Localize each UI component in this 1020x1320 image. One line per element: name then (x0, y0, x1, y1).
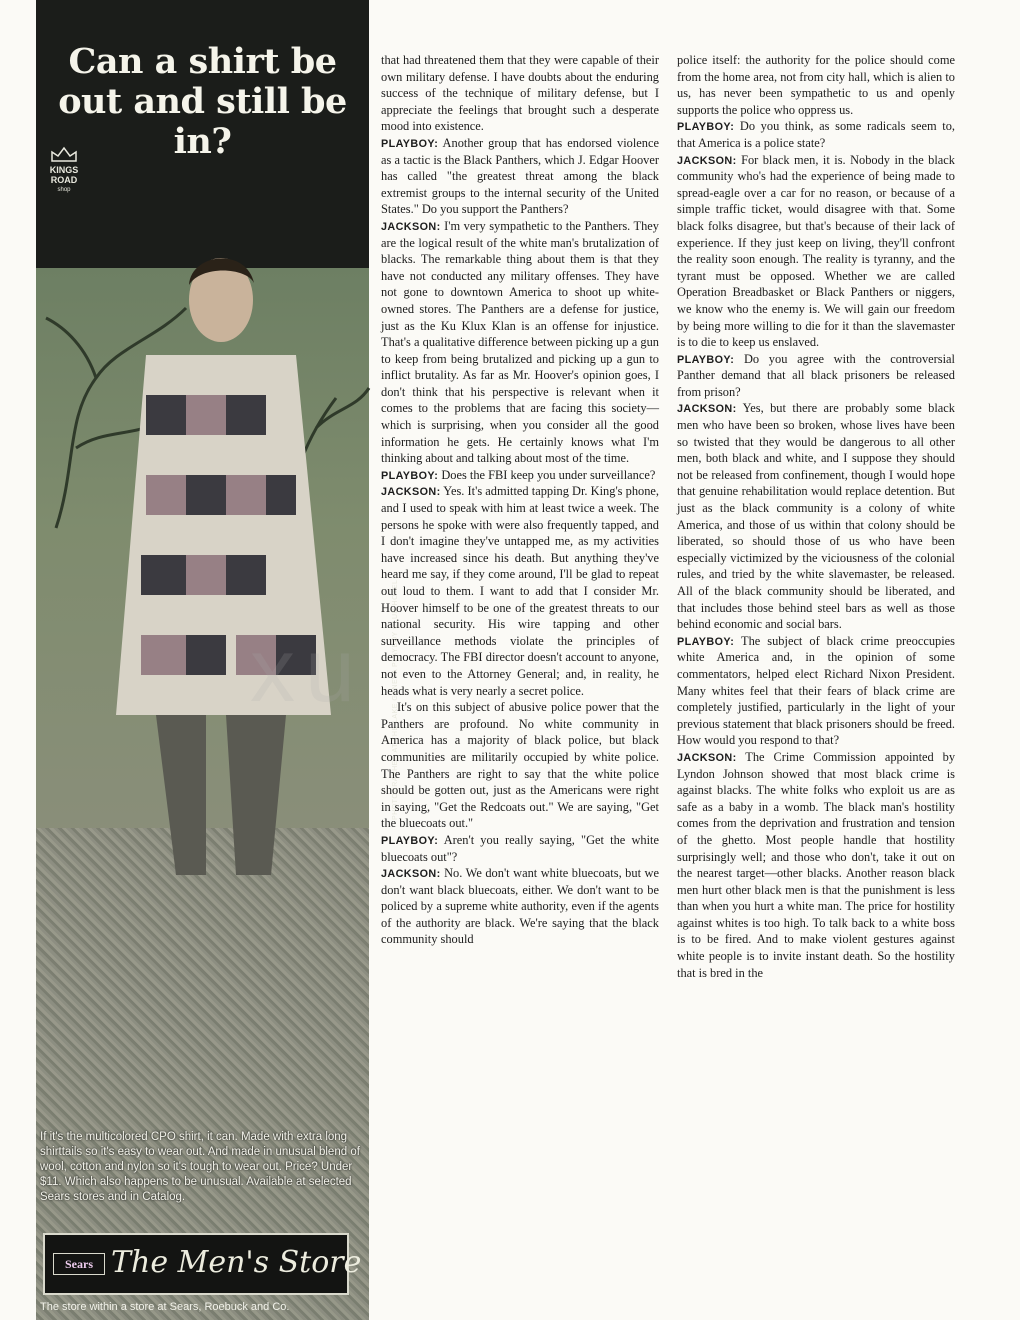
interview-column-2 (677, 52, 955, 981)
interview-paragraph (381, 52, 659, 135)
interview-paragraph (381, 467, 659, 484)
interview-paragraph (381, 865, 659, 948)
model-figure-illustration (86, 245, 346, 875)
paragraph-text: Do you agree with the controversial Panther demand that all black prisoners be released from prison? (677, 351, 955, 399)
paragraph-text: Does the FBI keep you under surveillance? (441, 467, 656, 482)
paragraph-text: No. We don't want white bluecoats, but we don't want black bluecoats, either. We don't want to be policed by a supreme white authority, even if the agents of the authority are black. We're saying that the black community should (381, 866, 659, 947)
paragraph-text: that had threatened them that they were capable of their own military defense. I have doubts about the enduring success of the technique of military defense, but I appreciate the feelings that brought such a desperate mood into existence. (381, 53, 659, 134)
speaker-label: JACKSON: (381, 220, 441, 233)
ad-body-copy: If it's the multicolored CPO shirt, it can. Made with extra long shirttails so it's easy to wear out. And made in unusual blend of wool, cotton and nylon so it's tough to wear out. Price? Under $11. Which also happens to be unusual. Available at selected Sears stores and in Catalog. (40, 1131, 360, 1203)
interview-paragraph (677, 749, 955, 981)
speaker-label: JACKSON: (381, 486, 441, 499)
paragraph-text: Aren't you really saying, "Get the white bluecoats out"? (381, 832, 659, 864)
speaker-label: JACKSON: (677, 751, 737, 764)
ad-footer-tagline: The store within a store at Sears, Roebuck and Co. (40, 1301, 290, 1313)
sears-advertisement (36, 0, 399, 1320)
logo-line-3: shop (57, 187, 71, 193)
logo-line-2: ROAD (50, 175, 78, 185)
crown-icon (49, 145, 79, 163)
paragraph-text: police itself: the authority for the police should come from the home area, not from city hall, which is alien to us, has never been sympathetic to us and openly supports the police who oppress us. (677, 53, 955, 117)
interview-paragraph (381, 832, 659, 865)
interview-paragraph (381, 699, 659, 832)
speaker-label: PLAYBOY: (381, 469, 439, 482)
paragraph-text: It's on this subject of abusive police power that the Panthers are profound. No white community in America has a majority of black police, but black communities are militarily occupied by white police. The Panthers are right to say that the white police should be gotten out, just as the Americans were right in saying, "Get the Redcoats out." We are saying, "Get the bluecoats out." (381, 700, 659, 831)
speaker-label: PLAYBOY: (677, 353, 735, 366)
interview-paragraph (381, 483, 659, 699)
interview-column-1 (381, 52, 659, 948)
interview-paragraph (677, 351, 955, 401)
speaker-label: PLAYBOY: (381, 834, 439, 847)
mens-store-wordmark: The Men's Store (111, 1245, 362, 1280)
interview-paragraph (677, 400, 955, 632)
speaker-label: JACKSON: (381, 868, 441, 881)
paragraph-text: The subject of black crime preoccupies white America and, in the opinion of some commentators, helped elect Richard Nixon President. Many whites feel that their fears of black crime are completely justified, particularly in the light of your previous statement that black prisoners should be freed. How would you respond to that? (677, 633, 955, 748)
sears-logo-box: Sears (53, 1253, 105, 1275)
sears-logo-bar (43, 1233, 362, 1295)
speaker-label: PLAYBOY: (677, 635, 735, 648)
interview-paragraph (677, 633, 955, 749)
photo-credit: PHOTOGRAPHED AT THE LAKE GENEVA PLAYBOY CLUB-HOTEL (392, 579, 399, 820)
paragraph-text: Yes, but there are probably some black men who have been so broken, whose lives have been so twisted that they would be dangerous to all other men, both black and white, and I suppose they should not be released from confinement, though I would hope that genuine rehabilitation would replace detention. But just as the black community is a colony of white America, and those of us within that colony should be liberated, so should those of us who have been especially victimized by the viciousness of the colonial rules, and tried by the white slavemaster, be released. All of the black community should be liberated, and that includes those behind steel bars as well as those behind economic and social bars. (677, 401, 955, 632)
paragraph-text: Another group that has endorsed violence as a tactic is the Black Panthers, which J. Edgar Hoover has called "the greatest threat among the black extremist groups to the internal security of the United States." Do you support the Panthers? (381, 135, 659, 217)
speaker-label: JACKSON: (677, 403, 737, 416)
paragraph-text: I'm very sympathetic to the Panthers. They are the logical result of the white man's brutalization of blacks. The remarkable thing about them is that they have not conducted any military offenses. They have not gone to downtown America to shoot up white-owned stores. The Panthers are a defense for justice, just as the Ku Klux Klan is an offense for injustice. That's a qualitative difference between picking up a gun to keep from being brutalized and picking up a gun to inflict brutality. As far as Mr. Hoover's opinion goes, I don't think that his perspective is relevant when it comes to the problems that are facing this society—which is surprising, when you consider all the good information he gets. He certainly knows what I'm thinking about and talking about most of the time. (381, 218, 660, 466)
interview-paragraph (677, 118, 955, 151)
ad-headline: Can a shirt be out and still be in? (58, 41, 347, 162)
kings-road-logo (42, 145, 86, 195)
speaker-label: JACKSON: (677, 154, 737, 167)
interview-paragraph (381, 135, 659, 218)
logo-line-1: KINGS (49, 165, 79, 175)
interview-paragraph (381, 218, 659, 467)
paragraph-text: Yes. It's admitted tapping Dr. King's phone, and I used to speak with him at least twice a week. The persons he spoke with were also frequently tapped, and I don't imagine they've untapped me, as my activities have increased since his death. But anything they've heard me say, if they come around, I'll be glad to repeat out loud to them. I want to add that I consider Mr. Hoover himself to be one of the greatest threats to our national security. His wire tapping and other surveillance methods violate the principles of democracy. The FBI director doesn't account to anyone, not even to the Attorney General; and, in reality, he heads what is very nearly a secret police. (381, 484, 659, 698)
interview-paragraph (677, 152, 955, 351)
speaker-label: PLAYBOY: (677, 121, 735, 134)
speaker-label: PLAYBOY: (381, 137, 439, 150)
paragraph-text: The Crime Commission appointed by Lyndon Johnson showed that most black crime is against blacks. The white folks who exploit us are as safe as a baby in a womb. The black man's hostility comes from the deprivation and frustration and tension of the ghetto. Most people handle that hostility surprisingly well; and those who don't, take it out on the nearest target—other blacks. Another reason black men hurt other black men is that the punishment is less than when you hurt a white man. The price for hostility against whites is too high. To talk back to a white boss is to be fired. And to make violent gestures against white people is to invite instant death. So the hostility that is bred in the (677, 749, 956, 980)
interview-paragraph (677, 52, 955, 118)
paragraph-text: For black men, it is. Nobody in the black community who's had the experience of being made to spread-eagle over a car for no reason, or because of a simple traffic ticket, would disagree with that. Some black folks disagree, but that's because of their lack of experience. If they just keep on living, they'll confront the reality soon enough. The reality is tyranny, and the tyrant must be opposed. Whether we are called Operation Breadbasket or Black Panthers or niggers, we know who the enemy is. We will gain our freedom by being more willing to die for it than the slavemaster is to die to keep us enslaved. (677, 152, 955, 350)
paragraph-text: Do you think, as some radicals seem to, that America is a police state? (677, 119, 955, 150)
